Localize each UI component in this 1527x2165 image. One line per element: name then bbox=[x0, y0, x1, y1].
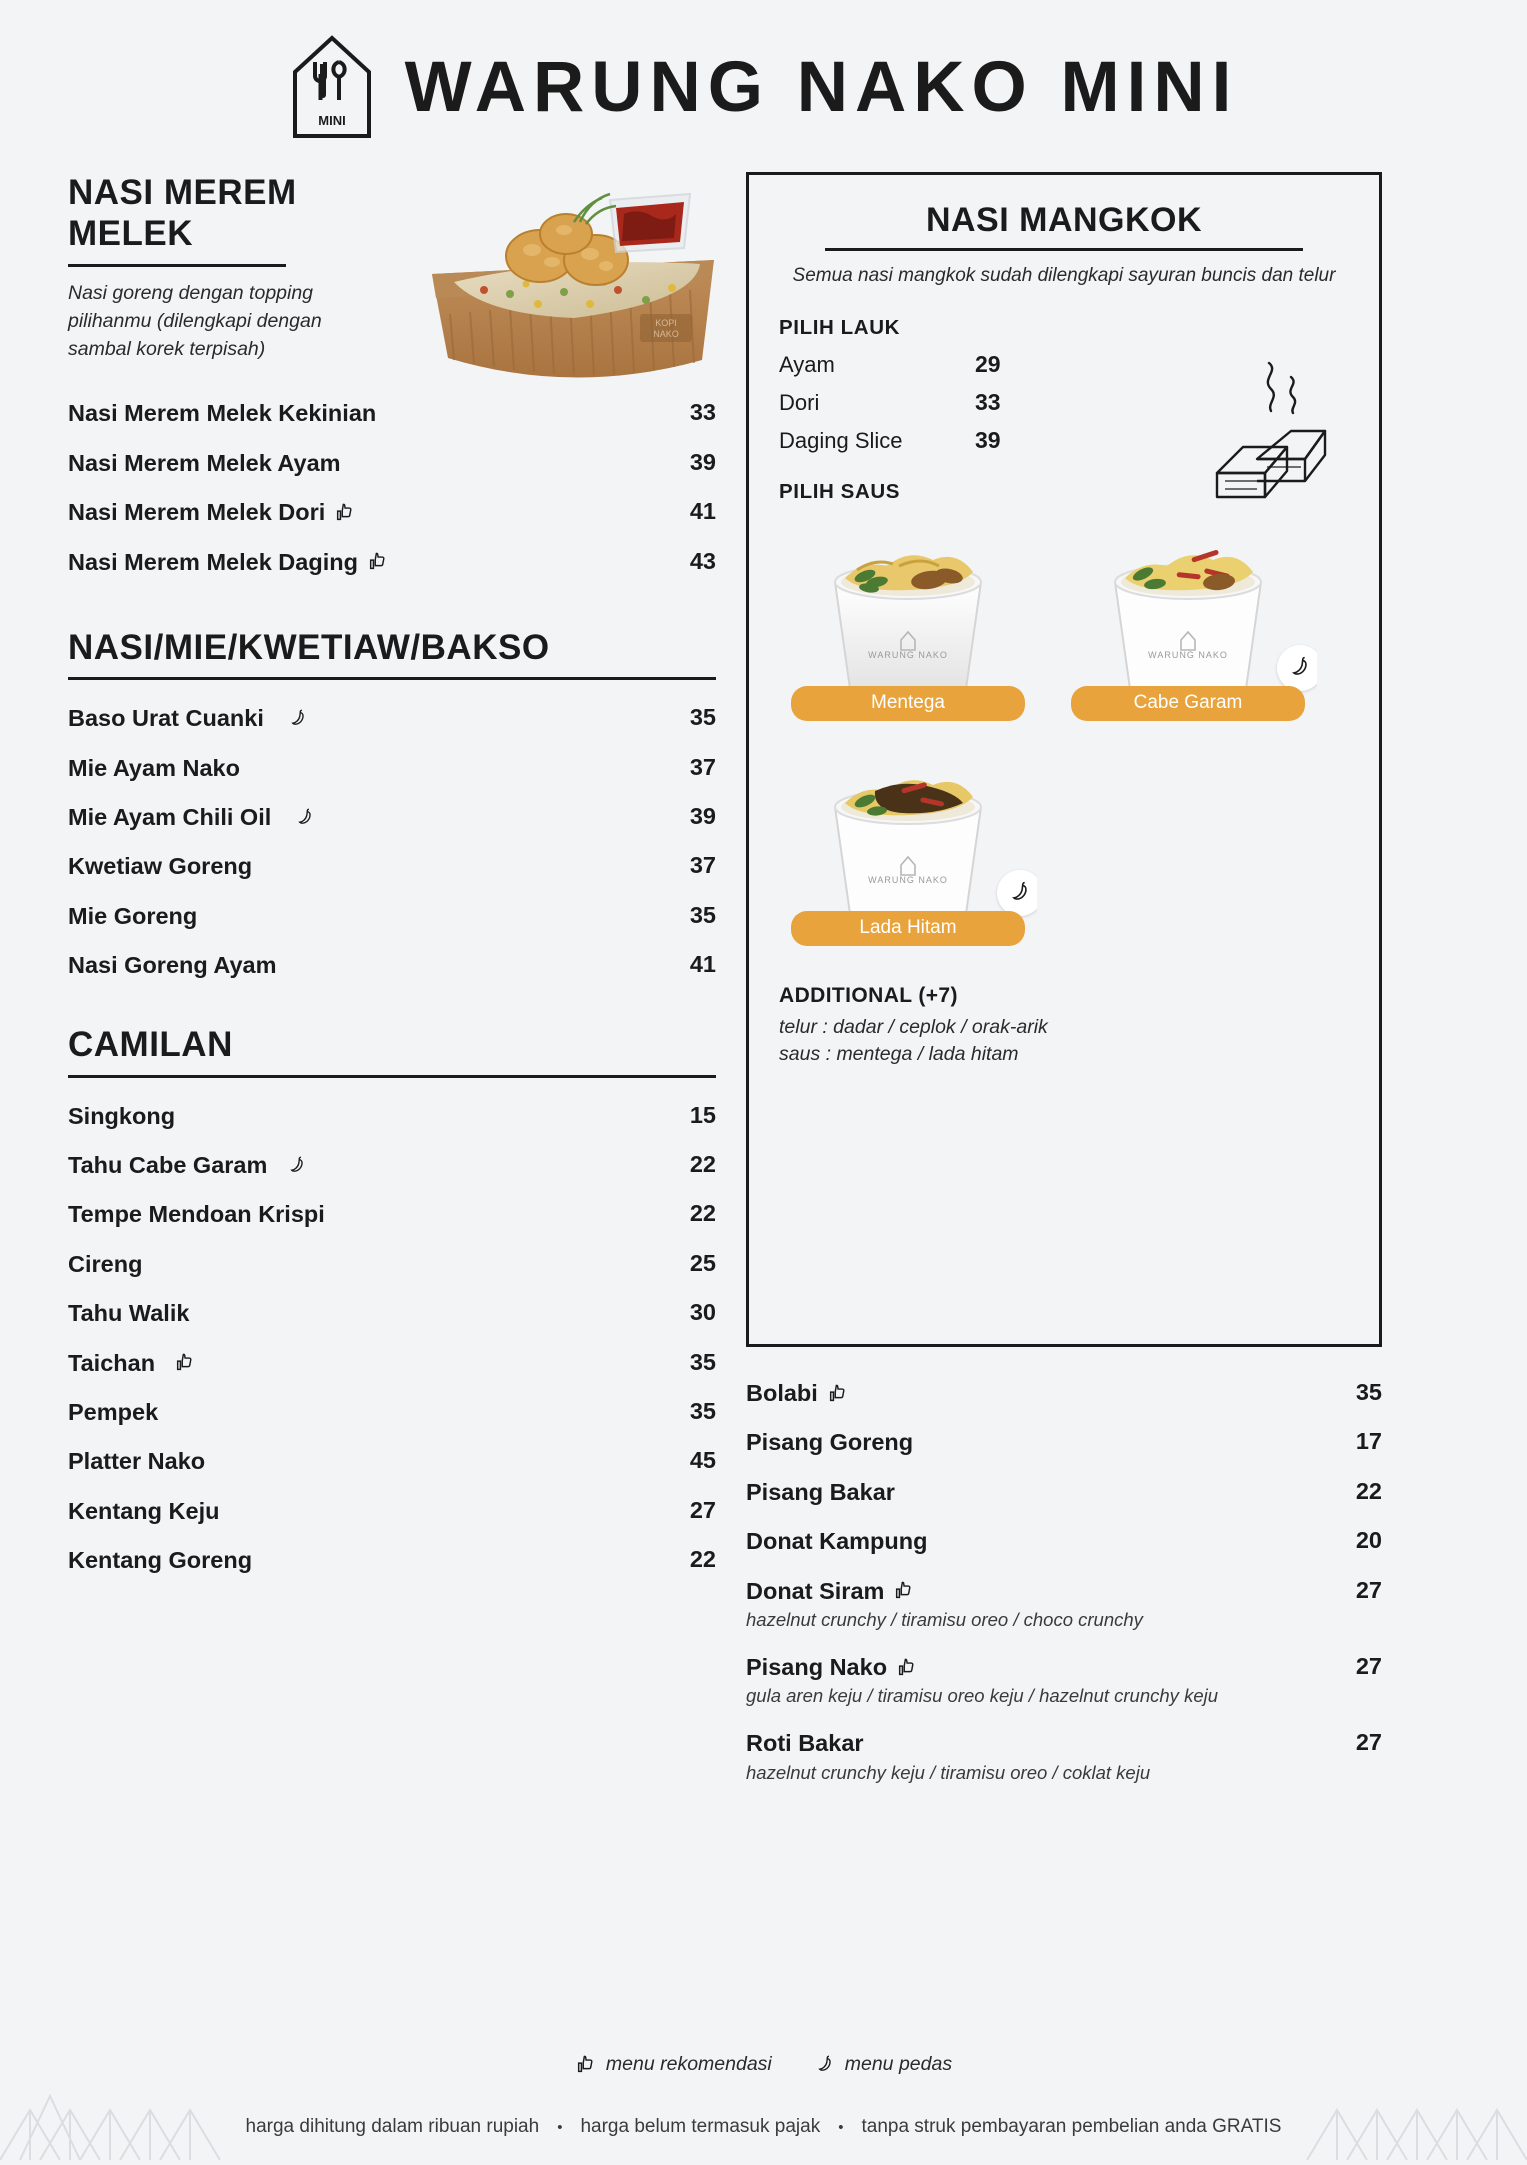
menu-item[interactable] bbox=[68, 1240, 716, 1289]
menu-item-name: Kentang Goreng bbox=[68, 1547, 253, 1574]
section-divider bbox=[68, 1075, 716, 1078]
svg-text:KOPI: KOPI bbox=[655, 318, 677, 328]
menu-item-price: 45 bbox=[689, 1447, 716, 1474]
sauce-photo bbox=[779, 745, 1037, 930]
menu-item[interactable] bbox=[68, 488, 716, 537]
menu-item-name: Kwetiaw Goreng bbox=[68, 853, 253, 880]
steaming-meat-icon bbox=[1195, 351, 1345, 521]
menu-item[interactable] bbox=[746, 1517, 1382, 1566]
menu-item-name: Bolabi bbox=[746, 1380, 818, 1406]
section-note: Nasi goreng dengan topping pilihanmu (dilengkapi dengan sambal korek terpisah) bbox=[68, 281, 322, 361]
menu-item-price: 27 bbox=[1355, 1729, 1382, 1756]
thumbs-up-icon bbox=[896, 1657, 918, 1679]
menu-item-price: 30 bbox=[689, 1299, 716, 1326]
chili-icon bbox=[294, 807, 316, 829]
menu-item-name: Tempe Mendoan Krispi bbox=[68, 1201, 325, 1228]
additional-line: saus : mentega / lada hitam bbox=[779, 1042, 1019, 1065]
menu-item-name: Mie Ayam Chili Oil bbox=[68, 803, 272, 830]
section-nasi-mie-kwetiaw-bakso bbox=[68, 627, 716, 991]
section-camilan bbox=[68, 1024, 716, 1585]
section-title-line2: MELEK bbox=[68, 214, 193, 254]
menu-item[interactable] bbox=[68, 793, 716, 842]
menu-item-desc: hazelnut crunchy keju / tiramisu oreo / coklat keju bbox=[746, 1761, 1151, 1783]
chili-icon bbox=[814, 2054, 836, 2076]
menu-item-name: Mie Ayam Nako bbox=[68, 754, 240, 781]
nasi-mie-list bbox=[68, 694, 716, 990]
additional-block bbox=[779, 984, 1349, 1066]
menu-item-name: Donat Siram bbox=[746, 1577, 885, 1604]
sauce-grid bbox=[779, 520, 1349, 938]
menu-item-price: 27 bbox=[1355, 1576, 1382, 1603]
chili-icon bbox=[287, 708, 309, 730]
menu-item-name: Pisang Nako bbox=[746, 1653, 888, 1680]
menu-item[interactable] bbox=[68, 1437, 716, 1486]
menu-item[interactable] bbox=[746, 1643, 1382, 1719]
footer-note-2: harga belum termasuk pajak bbox=[580, 2116, 821, 2137]
camilan-list bbox=[68, 1092, 716, 1586]
menu-item[interactable] bbox=[68, 538, 716, 587]
menu-item-price: 39 bbox=[689, 802, 716, 829]
additional-heading: ADDITIONAL (+7) bbox=[779, 983, 958, 1007]
menu-item-name: Baso Urat Cuanki bbox=[68, 705, 264, 732]
menu-item-price: 35 bbox=[689, 901, 716, 928]
menu-item-name: Singkong bbox=[68, 1102, 176, 1129]
footer-notes bbox=[0, 2094, 1527, 2160]
menu-item-desc: gula aren keju / tiramisu oreo keju / hazelnut crunchy keju bbox=[746, 1685, 1219, 1707]
section-title-line1: NASI MEREM bbox=[68, 173, 297, 212]
sauce-label: Lada Hitam bbox=[791, 911, 1025, 946]
page-header bbox=[0, 0, 1527, 146]
menu-item-name: Tahu Cabe Garam bbox=[68, 1152, 268, 1179]
svg-text:WARUNG NAKO: WARUNG NAKO bbox=[1148, 649, 1228, 660]
section-title: NASI/MIE/KWETIAW/BAKSO bbox=[68, 627, 550, 667]
menu-item-price: 43 bbox=[689, 547, 716, 574]
menu-item[interactable] bbox=[68, 892, 716, 941]
chili-icon bbox=[997, 870, 1037, 916]
lauk-price: 39 bbox=[975, 426, 1001, 453]
menu-item[interactable] bbox=[746, 1468, 1382, 1517]
menu-item-name: Mie Goreng bbox=[68, 902, 198, 929]
footer-note-3: tanpa struk pembayaran pembelian anda GRATIS bbox=[861, 2116, 1282, 2137]
menu-item-name: Roti Bakar bbox=[746, 1730, 864, 1757]
svg-text:NAKO: NAKO bbox=[653, 329, 679, 339]
legend bbox=[0, 2053, 1527, 2076]
menu-item[interactable] bbox=[68, 1289, 716, 1338]
menu-item[interactable] bbox=[68, 941, 716, 990]
menu-item[interactable] bbox=[68, 1487, 716, 1536]
sauce-label: Cabe Garam bbox=[1071, 686, 1305, 721]
menu-item[interactable] bbox=[68, 1190, 716, 1239]
menu-item-name: Pisang Goreng bbox=[746, 1429, 914, 1456]
menu-item-desc: hazelnut crunchy / tiramisu oreo / choco crunchy bbox=[746, 1608, 1143, 1630]
section-divider bbox=[68, 677, 716, 680]
lauk-price: 33 bbox=[975, 388, 1001, 415]
menu-item-name: Nasi Merem Melek Kekinian bbox=[68, 400, 377, 427]
lauk-name: Daging Slice bbox=[779, 427, 903, 453]
brand-title: WARUNG NAKO MINI bbox=[404, 47, 1239, 127]
menu-item-price: 15 bbox=[689, 1101, 716, 1128]
menu-item[interactable] bbox=[68, 1092, 716, 1141]
menu-item[interactable] bbox=[68, 744, 716, 793]
menu-item-price: 35 bbox=[689, 1348, 716, 1375]
menu-item-price: 17 bbox=[1355, 1428, 1382, 1455]
legend-recommended bbox=[575, 2053, 772, 2076]
logo-text: MINI bbox=[317, 113, 346, 128]
menu-item[interactable] bbox=[68, 694, 716, 743]
menu-item-price: 22 bbox=[689, 1200, 716, 1227]
menu-item-price: 25 bbox=[689, 1249, 716, 1276]
sauce-card[interactable] bbox=[1059, 520, 1317, 713]
nasi-merem-list bbox=[68, 389, 716, 587]
menu-item-price: 37 bbox=[689, 753, 716, 780]
menu-item-name: Kentang Keju bbox=[68, 1497, 220, 1524]
menu-item-name: Donat Kampung bbox=[746, 1528, 928, 1555]
menu-item-name: Nasi Merem Melek Dori bbox=[68, 499, 326, 526]
menu-item-name: Cireng bbox=[68, 1250, 143, 1277]
menu-item-price: 22 bbox=[1355, 1477, 1382, 1504]
section-divider bbox=[68, 264, 286, 267]
left-column bbox=[68, 172, 716, 1796]
menu-item-price: 35 bbox=[689, 704, 716, 731]
thumbs-up-icon bbox=[174, 1352, 196, 1374]
menu-item-name: Pisang Bakar bbox=[746, 1478, 895, 1505]
sauce-photo bbox=[779, 520, 1037, 705]
sauce-label: Mentega bbox=[791, 686, 1025, 721]
legend-recommended-label: menu rekomendasi bbox=[605, 2053, 772, 2075]
menu-content bbox=[0, 146, 1527, 1796]
pilih-lauk-heading: PILIH LAUK bbox=[779, 315, 901, 339]
legend-spicy-label: menu pedas bbox=[844, 2053, 953, 2075]
menu-item-name: Taichan bbox=[68, 1349, 156, 1376]
thumbs-up-icon bbox=[827, 1383, 849, 1405]
menu-item-name: Tahu Walik bbox=[68, 1300, 190, 1327]
additional-line: telur : dadar / ceplok / orak-arik bbox=[779, 1015, 1048, 1038]
panel-divider bbox=[825, 248, 1303, 251]
footer-separator: • bbox=[557, 2118, 563, 2136]
sauce-card[interactable] bbox=[779, 745, 1037, 938]
sauce-card[interactable] bbox=[779, 520, 1037, 713]
chili-icon bbox=[1277, 645, 1317, 691]
menu-item-price: 20 bbox=[1355, 1527, 1382, 1554]
menu-item-name: Nasi Merem Melek Daging bbox=[68, 548, 358, 575]
menu-item-price: 37 bbox=[689, 852, 716, 879]
logo-icon bbox=[289, 28, 375, 146]
menu-item-name: Nasi Goreng Ayam bbox=[68, 952, 277, 979]
svg-text:WARUNG NAKO: WARUNG NAKO bbox=[868, 649, 948, 660]
menu-item[interactable] bbox=[68, 1536, 716, 1585]
menu-item-price: 27 bbox=[689, 1496, 716, 1523]
lauk-name: Ayam bbox=[779, 351, 835, 377]
menu-item-name: Nasi Merem Melek Ayam bbox=[68, 449, 341, 476]
menu-item[interactable] bbox=[746, 1369, 1382, 1418]
menu-item-price: 33 bbox=[689, 399, 716, 426]
panel-nasi-mangkok bbox=[746, 172, 1382, 1347]
thumbs-up-icon bbox=[367, 551, 389, 573]
menu-item-price: 41 bbox=[689, 951, 716, 978]
menu-item-price: 41 bbox=[689, 498, 716, 525]
thumbs-up-icon bbox=[334, 502, 356, 524]
lauk-name: Dori bbox=[779, 389, 820, 415]
menu-item[interactable] bbox=[746, 1418, 1382, 1467]
sauce-photo bbox=[1059, 520, 1317, 705]
menu-item[interactable] bbox=[68, 1339, 716, 1388]
thumbs-up-icon bbox=[893, 1580, 915, 1602]
menu-item-price: 35 bbox=[689, 1397, 716, 1424]
menu-item-price: 39 bbox=[689, 448, 716, 475]
right-column bbox=[746, 172, 1382, 1796]
menu-item-name: Pempek bbox=[68, 1398, 159, 1425]
menu-item-price: 35 bbox=[1355, 1379, 1382, 1405]
svg-text:WARUNG NAKO: WARUNG NAKO bbox=[868, 874, 948, 885]
menu-item-name: Platter Nako bbox=[68, 1448, 206, 1475]
menu-item[interactable] bbox=[68, 439, 716, 488]
panel-subtitle: Semua nasi mangkok sudah dilengkapi sayuran buncis dan telur bbox=[792, 265, 1336, 286]
menu-item[interactable] bbox=[746, 1567, 1382, 1643]
menu-item-price: 22 bbox=[689, 1546, 716, 1573]
panel-title: NASI MANGKOK bbox=[925, 201, 1203, 239]
menu-item-price: 22 bbox=[689, 1151, 716, 1178]
nasi-merem-photo bbox=[414, 164, 734, 419]
menu-item[interactable] bbox=[68, 1388, 716, 1437]
thumbs-up-icon bbox=[575, 2054, 597, 2076]
menu-item-price: 27 bbox=[1355, 1652, 1382, 1679]
section-desserts bbox=[746, 1369, 1382, 1796]
footer-separator: • bbox=[838, 2118, 844, 2136]
section-title: CAMILAN bbox=[68, 1025, 233, 1065]
pilih-saus-heading: PILIH SAUS bbox=[779, 479, 901, 503]
lauk-price: 29 bbox=[975, 350, 1001, 377]
chili-icon bbox=[286, 1155, 308, 1177]
menu-item[interactable] bbox=[68, 842, 716, 891]
legend-spicy bbox=[814, 2053, 952, 2076]
footer-note-1: harga dihitung dalam ribuan rupiah bbox=[245, 2116, 540, 2137]
menu-item[interactable] bbox=[68, 1141, 716, 1190]
menu-item[interactable] bbox=[746, 1719, 1382, 1795]
